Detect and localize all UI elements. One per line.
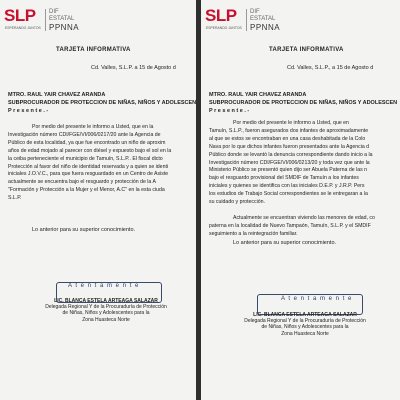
logo-org-line: ESTATAL: [250, 16, 276, 22]
closing-line: Lo anterior para su superior conocimiento.: [32, 227, 136, 233]
body-line: su cuidado y protección.: [209, 199, 265, 206]
body-line: Ministerio Público se presentó quien dijo ser Abuela Paterna de las n: [209, 167, 368, 174]
logo-divider: [45, 9, 46, 31]
body-line: Nava por lo que dichos infantes fueron presentados ante la Agencia d: [209, 143, 370, 150]
signer-title: de Niñas, Niños y Adolescentes para la: [62, 310, 150, 317]
body-line: actualmente se encuentra bajo el resguardo y protección de la A: [8, 179, 156, 186]
logo-org-line: DIF: [250, 9, 260, 15]
logo-tagline: ESPERANDO JUNTOS: [5, 26, 41, 30]
recipient-block: [209, 91, 397, 115]
signer-name: LIC. BLANCA ESTELA ARTEAGA SALAZAR: [253, 312, 357, 318]
logo-org-line: ESTATAL: [49, 16, 75, 22]
body-line: Por medio del presente le informo a Usted, que en la: [32, 124, 154, 130]
recipient-title: SUBPROCURADOR DE PROTECCION DE NIÑAS, NIÑOS Y ADOLESCEN: [8, 100, 196, 106]
document-title: TARJETA INFORMATIVA: [56, 47, 131, 53]
document-left: [0, 0, 196, 400]
logo-org: [49, 9, 74, 23]
body-line: años de edad mojado al parecer con diésel y expuesto bajo el sol en la: [8, 147, 172, 154]
recipient-name: MTRO. RAUL YAIR CHAVEZ ARANDA: [8, 92, 106, 98]
logo-tagline: ESPERANDO JUNTOS: [206, 26, 242, 30]
salutation: P r e s e n t e . -: [209, 108, 250, 114]
logo-brand: SLP: [205, 6, 237, 25]
logo-divider: [246, 9, 247, 31]
body-line: la ceiba perteneciente el municipio de Tamuín, S.L.P.. El fiscal dicto: [8, 155, 163, 162]
body-text: [209, 120, 375, 239]
body-line: Por medio del presente le informo a Usted, que en: [233, 120, 349, 126]
body-line: bajo el resguardo provisional del SMDIF de Tamuín a los infantes: [209, 175, 359, 182]
recipient-name: MTRO. RAUL YAIR CHAVEZ ARANDA: [209, 92, 307, 98]
salutation: P r e s e n t e . -: [8, 108, 49, 114]
logo-brand: SLP: [4, 6, 36, 25]
signer-name: LIC. BLANCA ESTELA ARTEAGA SALAZAR: [54, 298, 158, 304]
body-line: Tamuín, S.L.P., fueron asegurados dos infantes de aproximadamente: [209, 127, 369, 134]
body-line: Protección al favor del niño de identidad reservada y a quien se identi: [8, 163, 169, 170]
body-line: "Formación y Protección a la Mujer y el Menor, A.C" en la esta ciuda: [8, 187, 165, 194]
body-line: Público de esta localidad, ya que fue encontrado un niño de aproxim: [8, 139, 166, 146]
document-right: [201, 0, 400, 400]
signer-title: Delegada Regional Y de la Procuraduría de Protección: [244, 318, 366, 325]
signer-title: Zona Huasteca Norte: [82, 316, 130, 323]
closing-line: Lo anterior para su superior conocimiento.: [233, 240, 337, 246]
place-date: Cd. Valles, S.L.P., a 15 de Agosto d: [287, 65, 374, 71]
body-spacer: [209, 207, 375, 215]
body-line: S.L.P.: [8, 195, 22, 202]
body-text: [8, 124, 171, 203]
signer-title: de Niñas, Niños y Adolescentes para la: [261, 324, 349, 331]
body-line: seguimiento a la reintegración familiar.: [209, 230, 298, 237]
body-line: los estudios de Trabajo Social correspondientes se le entregaran a la: [209, 191, 368, 198]
body-line: Investigación número CDI/FGE/VI/006/0217/20 ante la Agencia de: [8, 131, 161, 138]
body-line: paterna en la localidad de Nuevo Tampaón, Tamuín, S.L.P. y el SMDIF: [209, 222, 371, 229]
body-line: al que se estos se encontraban en una casa deshabitada de la Colo: [209, 135, 366, 142]
recipient-block: [8, 91, 196, 115]
body-line: Investigación número CDI/FGE/VI/006/0213/20 y toda vez que ante la: [209, 159, 370, 166]
body-line: iniciales y quienes se identifica con las iniciales D.E.P. y J.R.P. Pers: [209, 183, 365, 190]
body-line: Público donde se levantó la denuncia correspondiente dando inicio a la: [209, 151, 373, 158]
signer-block: [235, 312, 375, 337]
place-date: Cd. Valles, S.L.P. a 15 de Agosto d: [91, 65, 176, 71]
logo-org: [250, 9, 275, 23]
document-title: TARJETA INFORMATIVA: [269, 47, 344, 53]
logo-org-line: DIF: [49, 9, 59, 15]
stamp-label: A t e n t a m e n t e: [68, 283, 140, 289]
body-line: Actualmente se encuentran viviendo las menores de edad, co: [233, 214, 375, 221]
logo-program: PPNNA: [250, 23, 281, 32]
stamp-label: A t e n t a m e n t e: [281, 296, 353, 302]
signer-block: [36, 298, 176, 323]
recipient-title: SUBPROCURADOR DE PROTECCION DE NIÑAS, NIÑOS Y ADOLESCEN: [209, 100, 398, 106]
body-line: iniciales J.O.V.C., para que fuera resguardado en un Centro de Asiste: [8, 171, 169, 178]
signer-title: Zona Huasteca Norte: [281, 330, 329, 337]
signer-title: Delegada Regional Y de la Procuraduría de Protección: [45, 304, 167, 311]
logo-program: PPNNA: [49, 23, 80, 32]
